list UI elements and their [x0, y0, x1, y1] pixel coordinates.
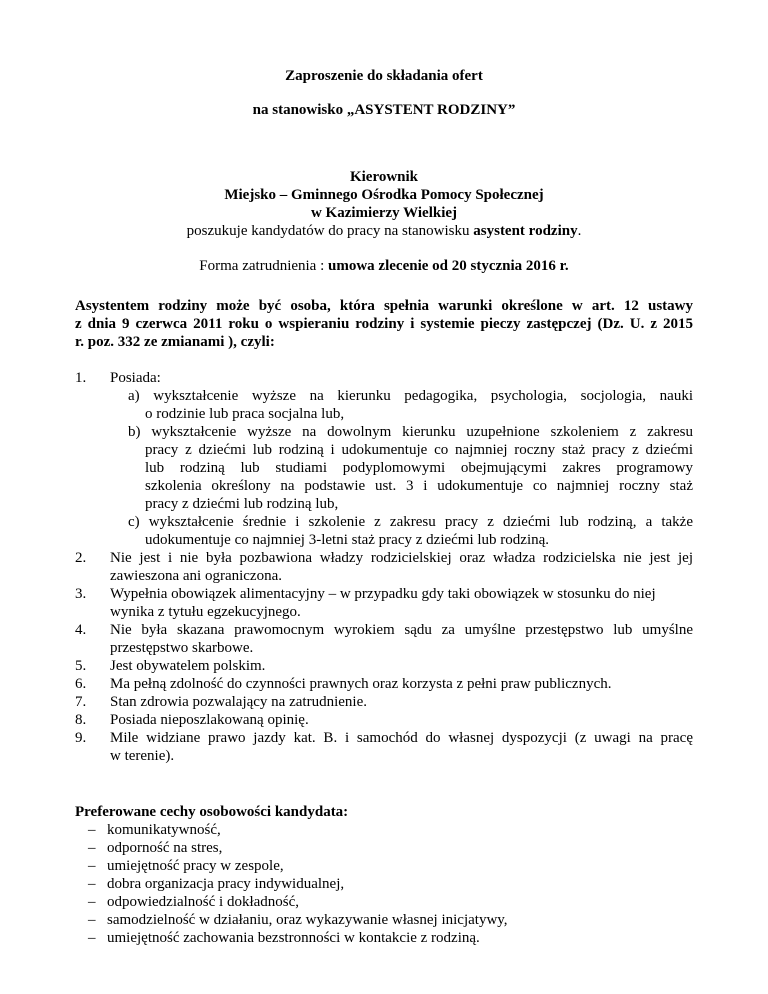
req-1b-line-2: pracy z dziećmi lub rodziną i udokumentuje co najmniej roczny staż pracy z dziećmi [145, 442, 693, 458]
preferred-heading: Preferowane cechy osobowości kandydata: [75, 804, 349, 820]
req-6-text: Ma pełną zdolność do czynności prawnych oraz korzysta z pełni praw publicznych. [110, 676, 612, 692]
employment-label: Forma zatrudnienia : [199, 258, 329, 274]
preferred-item: umiejętność pracy w zespole, [107, 858, 284, 874]
req-1b-line-5: pracy z dziećmi lub rodziną lub, [145, 496, 339, 512]
req-7-text: Stan zdrowia pozwalający na zatrudnienie. [110, 694, 367, 710]
intro-line-2: z dnia 9 czerwca 2011 roku o wspieraniu rodziny i systemie pieczy zastępczej (Dz. U. z 2015 [75, 316, 693, 332]
bullet-dash: – [88, 894, 96, 910]
req-1c-line-2: udokumentuje co najmniej 3-letni staż pracy z dziećmi lub rodziną. [145, 532, 550, 548]
intro-line-1: Asystentem rodziny może być osoba, która spełnia warunki określone w art. 12 ustawy [75, 298, 693, 314]
preferred-item: odpowiedzialność i dokładność, [107, 894, 300, 910]
bullet-dash: – [88, 822, 96, 838]
position-line: na stanowisko „ASYSTENT RODZINY” [252, 102, 516, 118]
req-number-5: 5. [75, 658, 87, 674]
req-9-line-1: Mile widziane prawo jazdy kat. B. i samochód do własnej dyspozycji (z uwagi na pracę [110, 730, 693, 746]
document-title: Zaproszenie do składania ofert [285, 68, 483, 84]
req-1b-line-4: szkolenia określony na podstawie ust. 3 i udokumentuje co najmniej roczny staż [145, 478, 693, 494]
req-1a-line-1: a) wykształcenie wyższe na kierunku pedagogika, psychologia, socjologia, nauki [128, 388, 693, 404]
req-8-text: Posiada nieposzlakowaną opinię. [110, 712, 309, 728]
org-role: Kierownik [349, 169, 419, 185]
req-number-2: 2. [75, 550, 87, 566]
preferred-item: dobra organizacja pracy indywidualnej, [107, 876, 345, 892]
preferred-item: komunikatywność, [107, 822, 221, 838]
req-1a-line-2: o rodzinie lub praca socjalna lub, [145, 406, 345, 422]
req-9-line-2: w terenie). [110, 748, 175, 764]
preferred-item: umiejętność zachowania bezstronności w kontakcie z rodziną. [107, 930, 480, 946]
req-3-line-2: wynika z tytułu egzekucyjnego. [110, 604, 301, 620]
intro-line-3: r. poz. 332 ze zmianami ), czyli: [75, 334, 275, 350]
bullet-dash: – [88, 858, 96, 874]
bullet-dash: – [88, 876, 96, 892]
req-number-9: 9. [75, 730, 87, 746]
req-number-3: 3. [75, 586, 87, 602]
seeking-prefix: poszukuje kandydatów do pracy na stanowisku [186, 223, 474, 239]
req-number-8: 8. [75, 712, 87, 728]
employment-line [0, 257, 768, 275]
req-number-6: 6. [75, 676, 87, 692]
req-4-line-1: Nie była skazana prawomocnym wyrokiem sądu za umyślne przestępstwo lub umyślne [110, 622, 693, 638]
req-3-line-1: Wypełnia obowiązek alimentacyjny – w przypadku gdy taki obowiązek w stosunku do niej [110, 586, 656, 602]
bullet-dash: – [88, 930, 96, 946]
req-1c-line-1: c) wykształcenie średnie i szkolenie z zakresu pracy z dziećmi lub rodziną, a także [128, 514, 693, 530]
bullet-dash: – [88, 840, 96, 856]
preferred-item: samodzielność w działaniu, oraz wykazywanie własnej inicjatywy, [107, 912, 508, 928]
req-1b-line-1: b) wykształcenie wyższe na dowolnym kierunku uzupełnione szkoleniem z zakresu [128, 424, 693, 440]
org-name: Miejsko – Gminnego Ośrodka Pomocy Społecznej [224, 187, 544, 203]
preferred-item: odporność na stres, [107, 840, 223, 856]
bullet-dash: – [88, 912, 96, 928]
seeking-line [0, 222, 768, 240]
employment-value: umowa zlecenie od 20 stycznia 2016 r. [328, 258, 569, 274]
req-number-1: 1. [75, 370, 87, 386]
req-1-text: Posiada: [110, 370, 161, 386]
req-1b-line-3: lub rodziną lub studiami podyplomowymi obejmującymi zakres programowy [145, 460, 693, 476]
req-5-text: Jest obywatelem polskim. [110, 658, 266, 674]
req-number-7: 7. [75, 694, 87, 710]
seeking-position: asystent rodziny [473, 223, 578, 239]
req-2-line-2: zawieszona ani ograniczona. [110, 568, 282, 584]
req-2-line-1: Nie jest i nie była pozbawiona władzy rodzicielskiej oraz władza rodzicielska nie jest jej [110, 550, 693, 566]
req-number-4: 4. [75, 622, 87, 638]
req-4-line-2: przestępstwo skarbowe. [110, 640, 254, 656]
seeking-suffix: . [577, 223, 582, 239]
org-location: w Kazimierzy Wielkiej [310, 205, 458, 221]
